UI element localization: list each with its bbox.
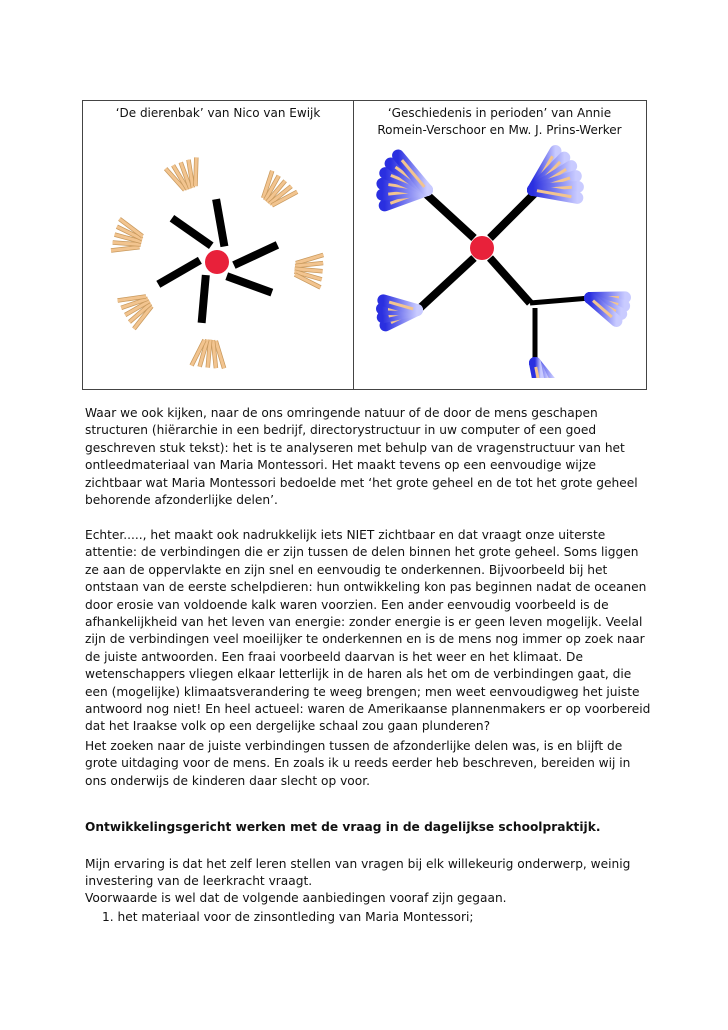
left-caption: ‘De dierenbak’ van Nico van Ewijk [115,106,321,120]
paragraph-5: Voorwaarde is wel dat de volgende aanbiedingen vooraf zijn gegaan. [85,891,507,905]
spoke [158,260,200,284]
spoke [172,218,211,246]
spoke [216,199,224,246]
branch [490,258,530,303]
right-caption-line2: Romein-Verschoor en Mw. J. Prins-Werker [377,123,622,137]
branch [490,193,535,238]
center-hub [205,250,229,274]
leaf [113,243,141,245]
center-hub [470,236,494,260]
leaf [195,157,196,186]
branch [425,193,474,238]
right-caption-line1: ‘Geschiedenis in perioden’ van Annie [387,106,612,120]
paragraph-2: Echter....., het maakt ook nadrukkelijk iets NIET zichtbaar en dat vraagt onze uiterste attentie: de verbindingen die er zijn tussen de delen binnen het grote geheel. Soms liggen ze aan de oppervlakte en zijn snel en eenvoudig te onderkennen. Bijvoorbeeld bij het ontstaan van de eerste schelpdieren: hun ontwikkeling kon pas beginnen nadat de oceanen door erosie van voldoende kalk waren voorzien. Een ander eenvoudig voorbeeld is de afhankelijkheid van het leven van energie: zonder energie is er geen leven mogelijk. Veelal zijn de verbindingen veel moeilijker te onderkennen en is de mens nog immer op zoek naar de juiste antwoorden. Een fraai voorbeeld daarvan is het weer en het klimaat. De wetenschappers vliegen elkaar letterlijk in de haren als het om de verbindingen gaat, die een (mogelijke) klimaatsverandering te weeg brengen; men weet eenvoudigweg het juiste antwoord nog niet! En heel actueel: waren de Amerikaanse plannenmakers er op voorbereid dat het Iraakse volk op een dergelijke schaal zou gaan plunderen? [85,528,651,734]
branch [420,258,474,308]
paragraph-1: Waar we ook kijken, naar de ons omringende natuur of de door de mens geschapen structuren (hiërarchie in een bedrijf, directorystructuur in uw computer of een goed geschreven stuk tekst): het is te analyseren met behulp van de vragenstructuur van het ontleedmateriaal van Maria Montessori. Het maakt tevens op een eenvoudige wijze zichtbaar wat Maria Montessori bedoelde met ‘het grote geheel en de tot het grote geheel behorende afzonderlijke delen’. [85,406,638,508]
section-heading: Ontwikkelingsgericht werken met de vraag in de dagelijkse schoolpraktijk. [85,820,601,834]
paragraph-3: Het zoeken naar de juiste verbindingen tussen de afzonderlijke delen was, is en blijft de grote uitdaging voor de mens. En zoals ik u reeds eerder heb beschreven, bereiden wij in ons onderwijs de kinderen daar slecht op voor. [85,739,631,788]
sub-branch [530,298,590,303]
spoke [202,275,206,323]
list-item-1: 1. het materiaal voor de zinsontleding van Maria Montessori; [102,910,474,924]
table-divider [353,101,354,389]
spoke [227,276,272,292]
leaf [111,247,139,250]
geschiedenis-diagram [365,128,640,378]
spoke [234,245,278,265]
paragraph-4: Mijn ervaring is dat het zelf leren stellen van vragen bij elk willekeurig onderwerp, weinig investering van de leerkracht vraagt. [85,857,631,889]
dierenbak-diagram [95,150,345,375]
